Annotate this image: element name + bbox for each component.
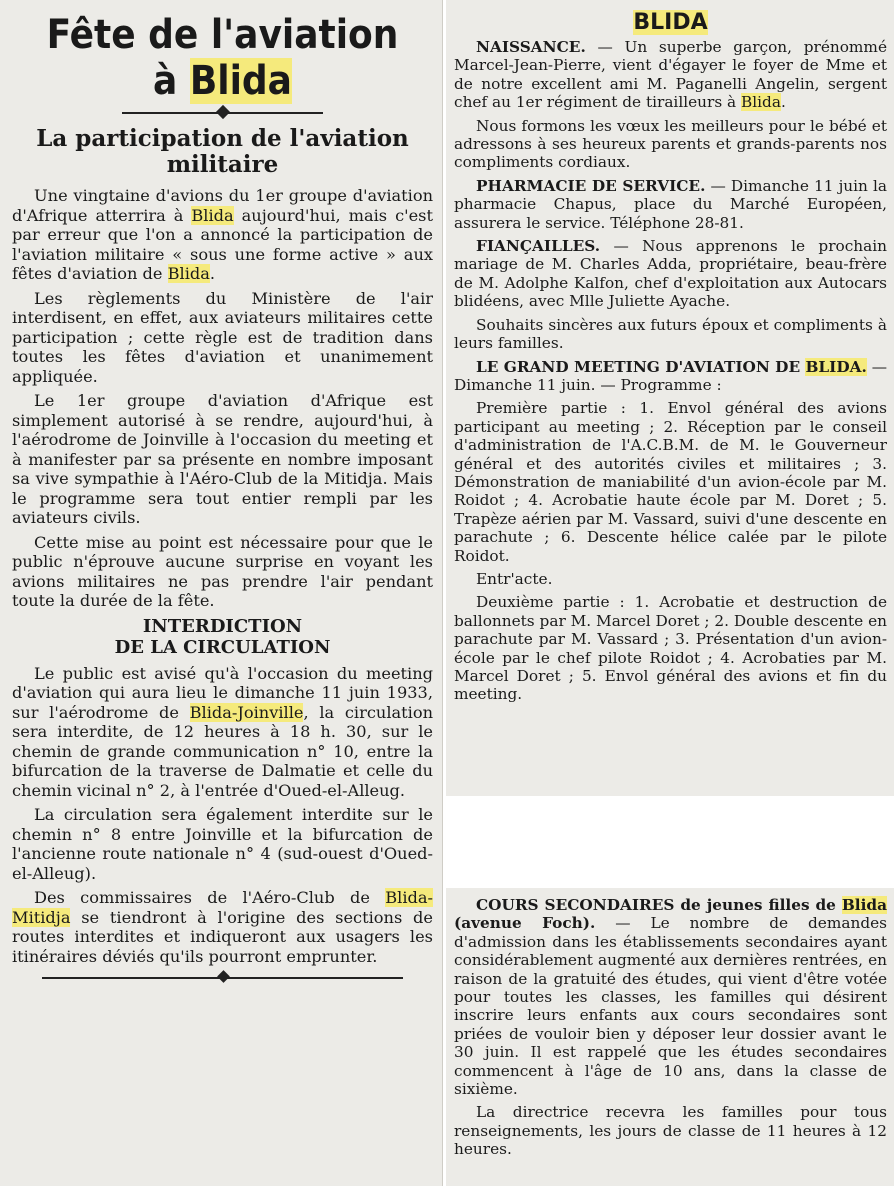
highlighted-place: Blida (741, 93, 781, 112)
section-title: BLIDA (633, 10, 708, 35)
paragraph-4: Cette mise au point est nécessaire pour que le public n'éprouve aucune surprise en voyant les avions militaires ne pas prendre l'air pendant toute la durée de la fête. (12, 532, 433, 610)
headline-line1: Fête de l'aviation (46, 12, 399, 58)
paragraph-7: Des commissaires de l'Aéro-Club de Blida-Mitidja se tiendront à l'origine des sections de routes interdites et indiqueront aux usagers les itinéraires déviés qu'ils pourront emprunter. (12, 888, 433, 966)
paragraph-6: La circulation sera également interdite sur le chemin n° 8 entre Joinville et la bifurcation de l'ancienne route nationale n° 4 (sud-ouest d'Oued-el-Alleug). (12, 805, 433, 883)
highlighted-place: Blida-Joinville (189, 702, 304, 722)
highlighted-place: Blida-Mitidja (12, 888, 433, 927)
paragraph-1: Une vingtaine d'avions du 1er groupe d'aviation d'Afrique atterrira à Blida aujourd'hui, mais c'est par erreur que l'on a annoncé la participation de l'aviation militaire « sous une forme active » aux fêtes d'aviation de Blida. (12, 186, 433, 283)
meeting-program-part2: Deuxième partie : 1. Acrobatie et destruction de ballonnets par M. Marcel Doret ; 2. Double descente en parachute par M. Vassard ; 3. Présentation d'un avion-école par le chef pilote Roidot ; 4. Acrobaties par M. Marcel Doret ; 5. Envol général des avions et fin du meeting. (454, 593, 887, 704)
headline-prefix: à (153, 58, 190, 104)
highlighted-place: Blida (189, 58, 292, 104)
item-meeting: LE GRAND MEETING D'AVIATION DE BLIDA. — Dimanche 11 juin. — Programme : (454, 357, 887, 394)
headline-line2 (12, 58, 433, 104)
item-naissance: NAISSANCE. — Un superbe garçon, prénommé Marcel-Jean-Pierre, vient d'égayer le foyer de Mme et de notre excellent ami M. Paganelli Angelin, sergent chef au 1er régiment de tirailleurs à Blida. (454, 38, 887, 112)
paragraph-5: Le public est avisé qu'à l'occasion du meeting d'aviation qui aura lieu le dimanche 11 juin 1933, sur l'aérodrome de Blida-Joinville, la circulation sera interdite, de 12 heures à 18 h. 30, sur le chemin de grande communication n° 10, entre la bifurcation de la traverse de Dalmatie et celle du chemin vicinal n° 2, à l'entrée d'Oued-el-Alleug. (12, 663, 433, 800)
column-blida-news (446, 0, 894, 796)
item-fiancailles: FIANÇAILLES. — Nous apprenons le prochain mariage de M. Charles Adda, propriétaire, beau-frère de M. Adolphe Kalfon, chef d'exploitation aux Autocars blidéens, avec Mlle Juliette Ayache. (454, 237, 887, 311)
highlighted-place: Blida (191, 205, 234, 225)
ornament-divider (12, 106, 433, 120)
section-heading: INTERDICTION DE LA CIRCULATION (114, 615, 331, 658)
item-cours-2: La directrice recevra les familles pour tous renseignements, les jours de classe de 11 heures à 12 heures. (454, 1103, 887, 1159)
highlighted-place: Blida (167, 264, 210, 283)
highlighted-place: BLIDA. (805, 357, 867, 376)
item-naissance-2: Nous formons les vœux les meilleurs pour le bébé et adressons à ses heureux parents et grands-parents nos compliments cordiaux. (454, 116, 887, 172)
paragraph-2: Les règlements du Ministère de l'air interdisent, en effet, aux aviateurs militaires cette participation ; cette règle est de tradition dans toutes les fêtes d'aviation et unanimement appliquée. (12, 288, 433, 386)
ornament-divider (12, 972, 433, 984)
item-fiancailles-2: Souhaits sincères aux futurs époux et compliments à leurs familles. (454, 315, 887, 353)
article-fete-aviation (0, 0, 443, 1186)
column-cours-secondaires (446, 888, 894, 1186)
item-pharmacie: PHARMACIE DE SERVICE. — Dimanche 11 juin la pharmacie Chapus, place du Marché Européen, assurera le service. Téléphone 28-81. (454, 176, 887, 232)
highlighted-place: Blida (841, 896, 887, 914)
meeting-entracte: Entr'acte. (476, 569, 553, 588)
item-cours: COURS SECONDAIRES de jeunes filles de Blida (avenue Foch). — Le nombre de demandes d'admission dans les établissements secondaires ayant considérablement augmenté aux dernières rentrées, en raison de la gratuité des études, qui vient d'être votée pour toutes les classes, les familles qui désirent inscrire leurs enfants aux cours secondaires sont priées de vouloir bien y déposer leur dossier avant le 30 juin. Il est rappelé que les études secondaires commencent à l'âge de 10 ans, dans la classe de sixième. (454, 896, 888, 1099)
paragraph-3: Le 1er groupe d'aviation d'Afrique est simplement autorisé à se rendre, aujourd'hui, à l'aérodrome de Joinville à l'occasion du meeting et à manifester par sa présente en nombre imposant sa vive sympathie à l'Aéro-Club de la Mitidja. Mais le programme sera tout entier rempli par les aviateurs civils. (12, 391, 433, 527)
subheadline: La participation de l'aviation militaire (36, 125, 409, 178)
meeting-program-part1: Première partie : 1. Envol général des avions participant au meeting ; 2. Réception par le conseil d'administration de l'A.C.B.M. de M. le Gouverneur général et des autorités civiles et militaires ; 3. Démonstration de maniabilité d'un avion-école par M. Roidot ; 4. Acrobatie haute école par M. Doret ; 5. Trapèze aérien par M. Vassard, suivi d'une descente en parachute ; 6. Descente hélice calée par le pilote Roidot. (454, 399, 887, 565)
